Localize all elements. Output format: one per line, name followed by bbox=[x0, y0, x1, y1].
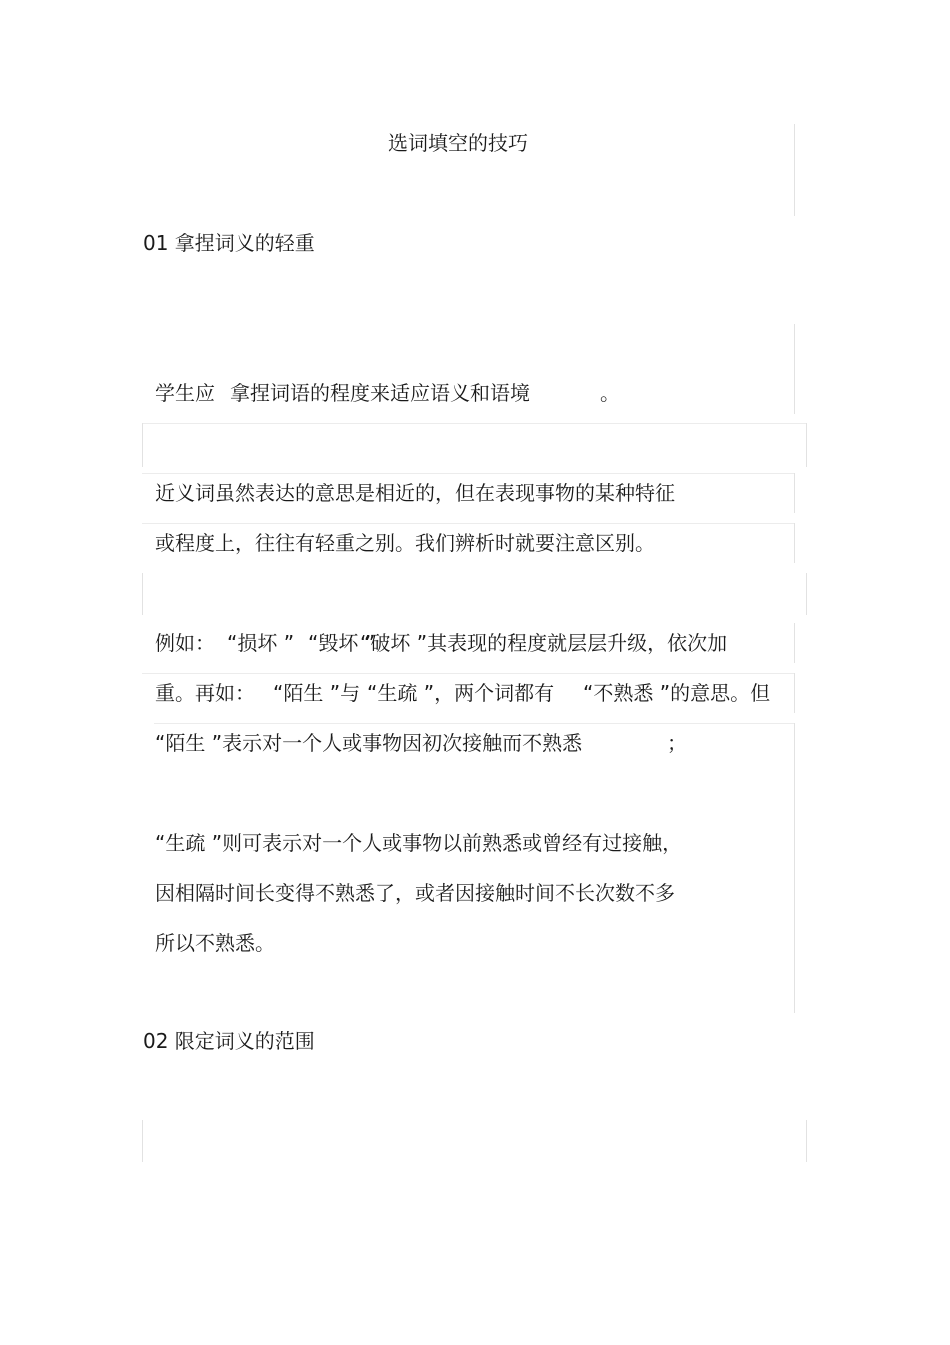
guide-line bbox=[142, 473, 794, 474]
section-heading: 02 限定词义的范围 bbox=[143, 1029, 315, 1053]
guide-line bbox=[154, 723, 794, 724]
guide-line bbox=[794, 473, 795, 513]
guide-line bbox=[806, 573, 807, 615]
paragraph-line: 近义词虽然表达的意思是相近的，但在表现事物的某种特征 bbox=[155, 481, 675, 505]
paragraph-fragment: “陌生 ”表示对一个人或事物因初次接触而不熟悉 bbox=[155, 731, 583, 755]
paragraph-fragment: “破坏 ”其表现的程度就层层升级，依次加 bbox=[360, 631, 728, 655]
paragraph-fragment: “损坏 ” bbox=[227, 631, 295, 655]
paragraph-fragment: 例如： bbox=[155, 631, 215, 655]
page-title: 选词填空的技巧 bbox=[388, 131, 528, 155]
paragraph-semicolon: ； bbox=[667, 731, 687, 755]
guide-line bbox=[794, 324, 795, 414]
guide-line bbox=[142, 1120, 143, 1162]
guide-line bbox=[142, 573, 143, 615]
guide-line bbox=[794, 623, 795, 663]
paragraph-fragment: “毁坏 ” bbox=[308, 631, 376, 655]
guide-line bbox=[142, 423, 806, 424]
paragraph-line: 因相隔时间长变得不熟悉了，或者因接触时间不长次数不多 bbox=[155, 881, 675, 905]
guide-line bbox=[794, 124, 795, 216]
guide-line bbox=[806, 1120, 807, 1162]
paragraph-fragment: “不熟悉 ”的意思。但 bbox=[583, 681, 771, 705]
paragraph-line: 或程度上，往往有轻重之别。我们辨析时就要注意区别。 bbox=[155, 531, 655, 555]
paragraph-fragment: “陌生 ”与 bbox=[273, 681, 361, 705]
guide-line bbox=[142, 423, 143, 467]
paragraph-line: “生疏 ”则可表示对一个人或事物以前熟悉或曾经有过接触， bbox=[155, 831, 683, 855]
guide-line bbox=[794, 523, 795, 563]
guide-line bbox=[794, 673, 795, 713]
guide-line bbox=[142, 523, 794, 524]
guide-line bbox=[794, 723, 795, 1013]
guide-line bbox=[142, 673, 794, 674]
paragraph-line: 所以不熟悉。 bbox=[155, 931, 275, 955]
guide-line bbox=[806, 423, 807, 467]
paragraph-fragment: 重。再如： bbox=[155, 681, 255, 705]
intro-text: 拿捏词语的程度来适应语义和语境 bbox=[230, 381, 530, 405]
intro-period: 。 bbox=[600, 381, 620, 405]
paragraph-fragment: “生疏 ”，两个词都有 bbox=[367, 681, 555, 705]
intro-text: 学生应 bbox=[155, 381, 215, 405]
section-heading: 01 拿捏词义的轻重 bbox=[143, 231, 315, 255]
